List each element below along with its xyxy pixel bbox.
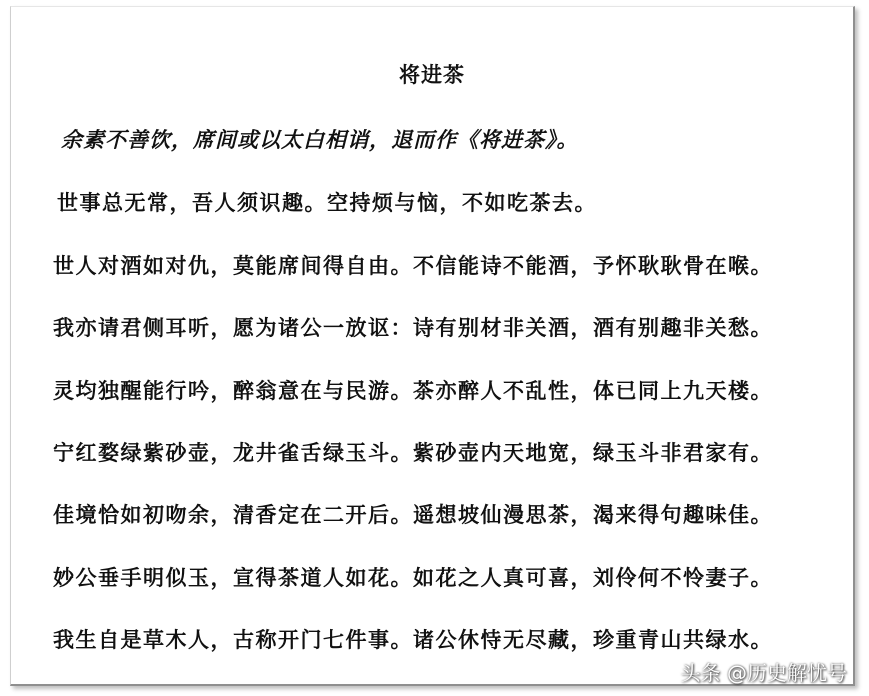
poem-line: 我生自是草木人，古称开门七件事。诸公休恃无尽藏，珍重青山共绿水。 <box>53 627 773 652</box>
watermark-label: 头条 @历史解忧号 <box>680 661 847 685</box>
poem-line: 灵均独醒能行吟，醉翁意在与民游。茶亦醉人不乱性，体已同上九天楼。 <box>53 378 773 403</box>
poem-preface: 余素不善饮，席间或以太白相诮，退而作《将进茶》。 <box>61 127 579 152</box>
poem-title: 将进茶 <box>399 62 465 87</box>
poem-line: 佳境恰如初吻余，清香定在二开后。遥想坡仙漫思茶，渴来得句趣味佳。 <box>53 502 773 527</box>
poem-line: 宁红婺绿紫砂壶，龙井雀舌绿玉斗。紫砂壶内天地宽，绿玉斗非君家有。 <box>53 440 773 465</box>
poem-line: 世人对酒如对仇，莫能席间得自由。不信能诗不能酒，予怀耿耿骨在喉。 <box>53 253 773 278</box>
poem-line: 世事总无常，吾人须识趣。空持烦与恼，不如吃茶去。 <box>57 190 597 215</box>
document-frame <box>10 6 855 686</box>
poem-line: 妙公垂手明似玉，宣得茶道人如花。如花之人真可喜，刘伶何不怜妻子。 <box>53 565 773 590</box>
poem-line: 我亦请君侧耳听，愿为诸公一放讴：诗有别材非关酒，酒有别趣非关愁。 <box>53 315 773 340</box>
